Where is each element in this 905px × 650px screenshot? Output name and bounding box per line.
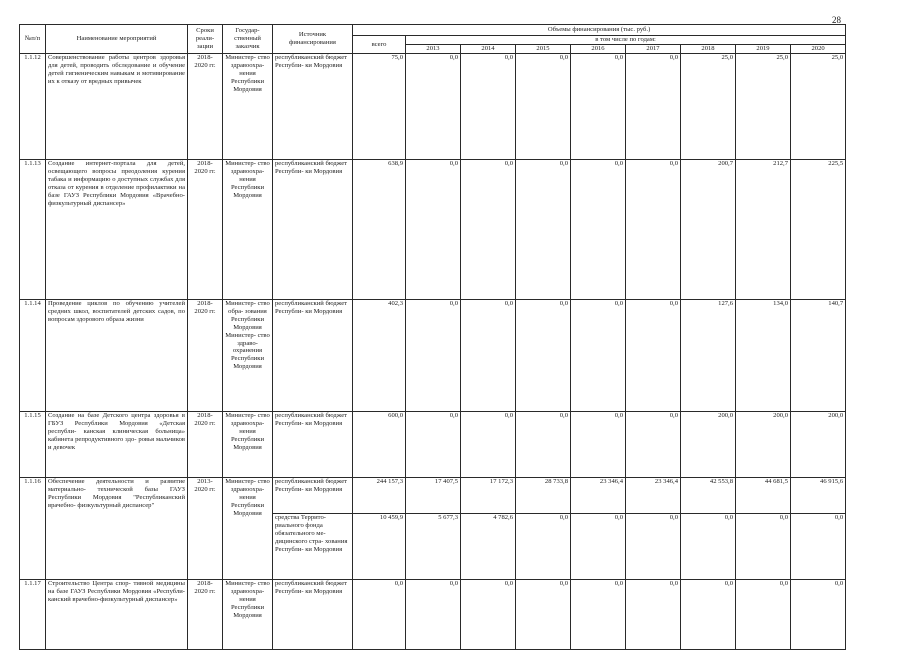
row-number: 1.1.17: [20, 580, 46, 650]
year-value: 200,0: [791, 412, 846, 478]
year-value: 0,0: [406, 300, 461, 412]
table-row: [20, 412, 846, 478]
year-value: 140,7: [791, 300, 846, 412]
state-customer: Министер- ство здравоохра- нения Республики Мордовия: [223, 54, 273, 160]
year-value: 0,0: [626, 300, 681, 412]
row-number: 1.1.15: [20, 412, 46, 478]
activity-name: Проведение циклов по обучению учителей средних школ, воспитателей детских садов, по вопросам здорового образа жизни: [46, 300, 188, 412]
table-row: [20, 580, 846, 650]
year-value: 0,0: [681, 514, 736, 580]
total-value: 638,9: [353, 160, 406, 300]
table-row: [20, 300, 846, 412]
header-customer: Государ- ственный заказчик: [223, 25, 273, 54]
page-number: 28: [832, 15, 841, 25]
year-value: 17 172,3: [461, 478, 516, 514]
year-value: 0,0: [461, 412, 516, 478]
table-row: [20, 478, 846, 514]
state-customer: Министер- ство здравоохра- нения Республики Мордовия: [223, 478, 273, 580]
year-value: 0,0: [571, 580, 626, 650]
year-value: 0,0: [406, 54, 461, 160]
activity-name: Обеспечение деятельности и развитие материально- технической базы ГАУЗ Республики Мордовия "Республиканский врачебно- физкультурный диспансер": [46, 478, 188, 580]
year-value: 0,0: [461, 300, 516, 412]
year-value: 0,0: [516, 300, 571, 412]
funding-source: республиканский бюджет Республи- ки Мордовия: [273, 412, 353, 478]
financing-table: [19, 24, 846, 650]
header-year: 2018: [681, 45, 736, 54]
state-customer: Министер- ство здравоохра- нения Республики Мордовия: [223, 160, 273, 300]
activity-name: Строительство Центра спор- тивной медицины на базе ГАУЗ Республики Мордовия «Республи- канский врачебно-физкультурный диспансер»: [46, 580, 188, 650]
state-customer: Министер- ство обра- зования Республики Мордовия Министер- ство здраво- охранения Республики Мордовия: [223, 300, 273, 412]
header-year: 2020: [791, 45, 846, 54]
year-value: 200,0: [736, 412, 791, 478]
total-value: 10 459,9: [353, 514, 406, 580]
year-value: 225,5: [791, 160, 846, 300]
implementation-term: 2013- 2020 гг.: [188, 478, 223, 580]
header-source: Источник финансирования: [273, 25, 353, 54]
activity-name: Совершенствование работы центров здоровья для детей, проводить обследование и обучение детей гигиеническим навыкам и мотивирование их к отказу от вредных привычек: [46, 54, 188, 160]
row-number: 1.1.16: [20, 478, 46, 580]
header-term: Сроки реали- зации: [188, 25, 223, 54]
table-row: [20, 160, 846, 300]
total-value: 75,0: [353, 54, 406, 160]
year-value: 0,0: [516, 412, 571, 478]
year-value: 0,0: [571, 54, 626, 160]
year-value: 0,0: [626, 412, 681, 478]
total-value: 244 157,3: [353, 478, 406, 514]
year-value: 0,0: [791, 580, 846, 650]
year-value: 127,6: [681, 300, 736, 412]
total-value: 402,3: [353, 300, 406, 412]
total-value: 0,0: [353, 580, 406, 650]
header-total: всего: [353, 36, 406, 54]
year-value: 0,0: [736, 514, 791, 580]
year-value: 17 407,5: [406, 478, 461, 514]
year-value: 23 346,4: [626, 478, 681, 514]
implementation-term: 2018- 2020 гг.: [188, 300, 223, 412]
row-number: 1.1.14: [20, 300, 46, 412]
header-year: 2015: [516, 45, 571, 54]
year-value: 200,7: [681, 160, 736, 300]
year-value: 200,0: [681, 412, 736, 478]
header-year: 2014: [461, 45, 516, 54]
year-value: 25,0: [681, 54, 736, 160]
year-value: 0,0: [406, 412, 461, 478]
funding-source: республиканский бюджет Республи- ки Мордовия: [273, 580, 353, 650]
year-value: 0,0: [626, 514, 681, 580]
funding-source: республиканский бюджет Республи- ки Мордовия: [273, 54, 353, 160]
year-value: 42 553,8: [681, 478, 736, 514]
year-value: 5 677,3: [406, 514, 461, 580]
row-number: 1.1.13: [20, 160, 46, 300]
year-value: 0,0: [571, 160, 626, 300]
header-year: 2019: [736, 45, 791, 54]
header-volume: Объемы финансирования (тыс. руб.): [353, 25, 846, 36]
year-value: 0,0: [736, 580, 791, 650]
year-value: 0,0: [626, 160, 681, 300]
funding-source: республиканский бюджет Республи- ки Мордовия: [273, 160, 353, 300]
funding-source: республиканский бюджет Республи- ки Мордовия: [273, 300, 353, 412]
implementation-term: 2018- 2020 гг.: [188, 54, 223, 160]
state-customer: Министер- ство здравоохра- нения Республики Мордовия: [223, 412, 273, 478]
implementation-term: 2018- 2020 гг.: [188, 412, 223, 478]
year-value: 0,0: [461, 54, 516, 160]
year-value: 44 681,5: [736, 478, 791, 514]
year-value: 28 733,8: [516, 478, 571, 514]
year-value: 0,0: [626, 580, 681, 650]
year-value: 0,0: [571, 514, 626, 580]
year-value: 0,0: [461, 580, 516, 650]
year-value: 0,0: [681, 580, 736, 650]
activity-name: Создание интернет-портала для детей, освещающего вопросы преодоления курения табака и информацию о доступных службах для отказа от курения в отделение профилактики на базе ГАУЗ Республики Мордовия «Врачебно-физкультурный диспансер»: [46, 160, 188, 300]
row-number: 1.1.12: [20, 54, 46, 160]
activity-name: Создание на базе Детского центра здоровья в ГБУЗ Республики Мордовия «Детская республи- канская клиническая больница» кабинета репродуктивного здо- ровья мальчиков и девочек: [46, 412, 188, 478]
year-value: 212,7: [736, 160, 791, 300]
table-body: [20, 54, 846, 650]
year-value: 25,0: [791, 54, 846, 160]
header-by-year: в том числе по годам:: [406, 36, 846, 45]
header-num: №п/п: [20, 25, 46, 54]
year-value: 4 782,6: [461, 514, 516, 580]
year-value: 0,0: [516, 54, 571, 160]
table-header: [20, 25, 846, 54]
year-value: 0,0: [516, 514, 571, 580]
total-value: 600,0: [353, 412, 406, 478]
table-row: [20, 54, 846, 160]
year-value: 25,0: [736, 54, 791, 160]
year-value: 0,0: [516, 160, 571, 300]
header-year: 2017: [626, 45, 681, 54]
implementation-term: 2018- 2020 гг.: [188, 580, 223, 650]
year-value: 0,0: [571, 300, 626, 412]
year-value: 46 915,6: [791, 478, 846, 514]
year-value: 0,0: [406, 580, 461, 650]
year-value: 0,0: [461, 160, 516, 300]
year-value: 0,0: [626, 54, 681, 160]
header-year: 2016: [571, 45, 626, 54]
year-value: 0,0: [791, 514, 846, 580]
state-customer: Министер- ство здравоохра- нения Республики Мордовия: [223, 580, 273, 650]
funding-source: республиканский бюджет Республи- ки Мордовия: [273, 478, 353, 514]
header-year: 2013: [406, 45, 461, 54]
year-value: 0,0: [516, 580, 571, 650]
year-value: 134,0: [736, 300, 791, 412]
header-name: Наименование мероприятий: [46, 25, 188, 54]
year-value: 0,0: [406, 160, 461, 300]
year-value: 23 346,4: [571, 478, 626, 514]
funding-source: средства Террито- риального фонда обязательного ме- дицинского стра- хования Республи- ки Мордовия: [273, 514, 353, 580]
implementation-term: 2018- 2020 гг.: [188, 160, 223, 300]
year-value: 0,0: [571, 412, 626, 478]
